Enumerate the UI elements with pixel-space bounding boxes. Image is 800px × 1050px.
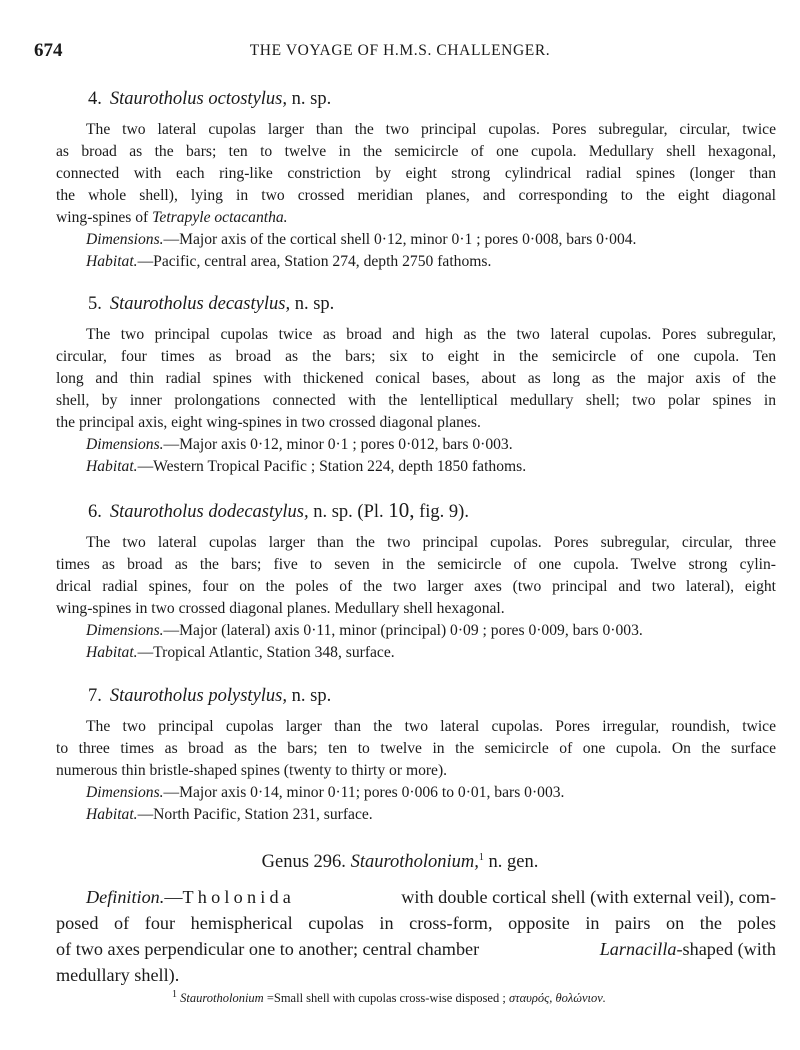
species-suffix: n. sp. xyxy=(294,294,335,314)
text-line: drical radial spines, four on the poles of the two larger axes (two principal and two lateral), eight xyxy=(56,578,776,595)
definition-text: of two axes perpendicular one to another; central chamber xyxy=(56,939,480,959)
text-line: the whole shell), lying in two crossed meridian planes, and corresponding to the eight diagonal xyxy=(56,187,776,204)
definition-label: Definition. xyxy=(86,887,165,907)
footnote-mark: 1 xyxy=(172,988,177,1000)
definition-lead xyxy=(86,884,295,910)
text-line: circular, four times as broad as the bars; six to eight in the semicircle of one cupola. Ten xyxy=(56,348,776,365)
habitat-value: —Pacific, central area, Station 274, depth 2750 fathoms. xyxy=(137,253,492,270)
definition-spaced-word: Tholonida xyxy=(182,887,296,907)
species-name: Staurotholus octostylus, xyxy=(109,89,287,109)
text-line: wing-spines in two crossed diagonal planes. Medullary shell hexagonal. xyxy=(56,600,505,617)
dimensions-value: —Major axis 0·14, minor 0·11; pores 0·006 to 0·01, bars 0·003. xyxy=(163,784,565,801)
definition-text xyxy=(600,936,776,962)
footnote xyxy=(172,988,606,1006)
species-heading xyxy=(88,89,331,110)
habitat xyxy=(86,251,491,273)
definition-line xyxy=(56,936,776,962)
dimensions-value: —Major (lateral) axis 0·11, minor (principal) 0·09 ; pores 0·009, bars 0·003. xyxy=(163,622,643,639)
definition-line: medullary shell). xyxy=(56,965,180,985)
definition-text: -shaped (with xyxy=(676,939,776,959)
plate-number: 10, xyxy=(388,498,415,522)
footnote-term: Staurotholonium xyxy=(180,991,264,1005)
text-line: The two principal cupolas twice as broad and high as the two lateral cupolas. Pores subregular, xyxy=(86,326,776,343)
running-head xyxy=(30,40,770,64)
habitat xyxy=(86,642,395,664)
habitat xyxy=(86,804,373,826)
figure-reference: fig. 9). xyxy=(419,502,469,522)
footnote-mark: 1 xyxy=(478,851,484,863)
species-heading xyxy=(88,294,334,315)
text-fragment: wing-spines of xyxy=(56,209,153,226)
definition-italic: Larnacilla xyxy=(599,939,677,959)
text-line: long and thin radial spines with thickened conical bases, about as long as the major axis of the xyxy=(56,370,776,387)
habitat-label: Habitat. xyxy=(86,806,138,823)
footnote-text: =Small shell with cupolas cross-wise disposed ; xyxy=(263,991,509,1005)
definition-dash: — xyxy=(164,887,183,907)
text-line: numerous thin bristle-shaped spines (twenty to thirty or more). xyxy=(56,762,448,779)
dimensions xyxy=(86,620,643,642)
definition-text: with double cortical shell (with external veil), com- xyxy=(401,887,776,907)
text-line: connected with each ring-like constriction by eight strong cylindrical radial spines (longer than xyxy=(56,165,776,182)
genus-name: Staurotholonium, xyxy=(350,852,479,872)
footnote-greek: σταυρός, θολώνιον. xyxy=(508,991,606,1005)
text-line: The two lateral cupolas larger than the two principal cupolas. Pores subregular, circular, twice xyxy=(86,121,776,138)
genus-suffix: n. gen. xyxy=(488,852,539,872)
species-name: Staurotholus polystylus, xyxy=(109,686,287,706)
species-suffix: n. sp. xyxy=(291,686,332,706)
text-line: shell, by inner prolongations connected with the lentelliptical medullary shell; two polar spines in xyxy=(56,392,776,409)
text-line: times as broad as the bars; five to seven in the semicircle of one cupola. Twelve strong cylin- xyxy=(56,556,776,573)
genus-prefix: Genus 296. xyxy=(261,852,346,872)
species-number: 5. xyxy=(88,294,102,314)
dimensions-label: Dimensions. xyxy=(86,622,164,639)
dimensions xyxy=(86,782,564,804)
species-name: Staurotholus dodecastylus, xyxy=(109,502,309,522)
species-heading xyxy=(88,686,331,707)
text-line: The two principal cupolas larger than the two lateral cupolas. Pores irregular, roundish, twice xyxy=(86,718,776,735)
text-line: The two lateral cupolas larger than the two principal cupolas. Pores subregular, circular, three xyxy=(86,534,776,551)
species-heading xyxy=(88,498,469,523)
text-line xyxy=(56,207,288,229)
dimensions-value: —Major axis 0·12, minor 0·1 ; pores 0·012, bars 0·003. xyxy=(163,436,513,453)
text-line: as broad as the bars; ten to twelve in the semicircle of one cupola. Medullary shell hexagonal, xyxy=(56,143,776,160)
text-line: the principal axis, eight wing-spines in two crossed diagonal planes. xyxy=(56,414,481,431)
habitat xyxy=(86,456,526,478)
species-number: 7. xyxy=(88,686,102,706)
dimensions xyxy=(86,434,513,456)
habitat-label: Habitat. xyxy=(86,644,138,661)
dimensions-label: Dimensions. xyxy=(86,231,164,248)
habitat-value: —North Pacific, Station 231, surface. xyxy=(137,806,373,823)
definition-line xyxy=(86,884,776,910)
dimensions-label: Dimensions. xyxy=(86,436,164,453)
genus-heading xyxy=(0,852,800,873)
running-title: THE VOYAGE OF H.M.S. CHALLENGER. xyxy=(249,42,551,59)
dimensions xyxy=(86,229,636,251)
species-reference: Tetrapyle octacantha. xyxy=(152,209,288,226)
species-suffix: n. sp. (Pl. xyxy=(313,502,384,522)
text-line: to three times as broad as the bars; ten to twelve in the semicircle of one cupola. On the surface xyxy=(56,740,776,757)
species-number: 4. xyxy=(88,89,102,109)
habitat-value: —Western Tropical Pacific ; Station 224, depth 1850 fathoms. xyxy=(137,458,527,475)
definition-line: posed of four hemispherical cupolas in cross-form, opposite in pairs on the poles xyxy=(56,913,776,933)
page-number: 674 xyxy=(34,40,63,61)
dimensions-value: —Major axis of the cortical shell 0·12, minor 0·1 ; pores 0·008, bars 0·004. xyxy=(163,231,637,248)
habitat-label: Habitat. xyxy=(86,253,138,270)
species-name: Staurotholus decastylus, xyxy=(109,294,291,314)
dimensions-label: Dimensions. xyxy=(86,784,164,801)
species-suffix: n. sp. xyxy=(291,89,332,109)
habitat-value: —Tropical Atlantic, Station 348, surface. xyxy=(137,644,395,661)
species-number: 6. xyxy=(88,502,102,522)
habitat-label: Habitat. xyxy=(86,458,138,475)
